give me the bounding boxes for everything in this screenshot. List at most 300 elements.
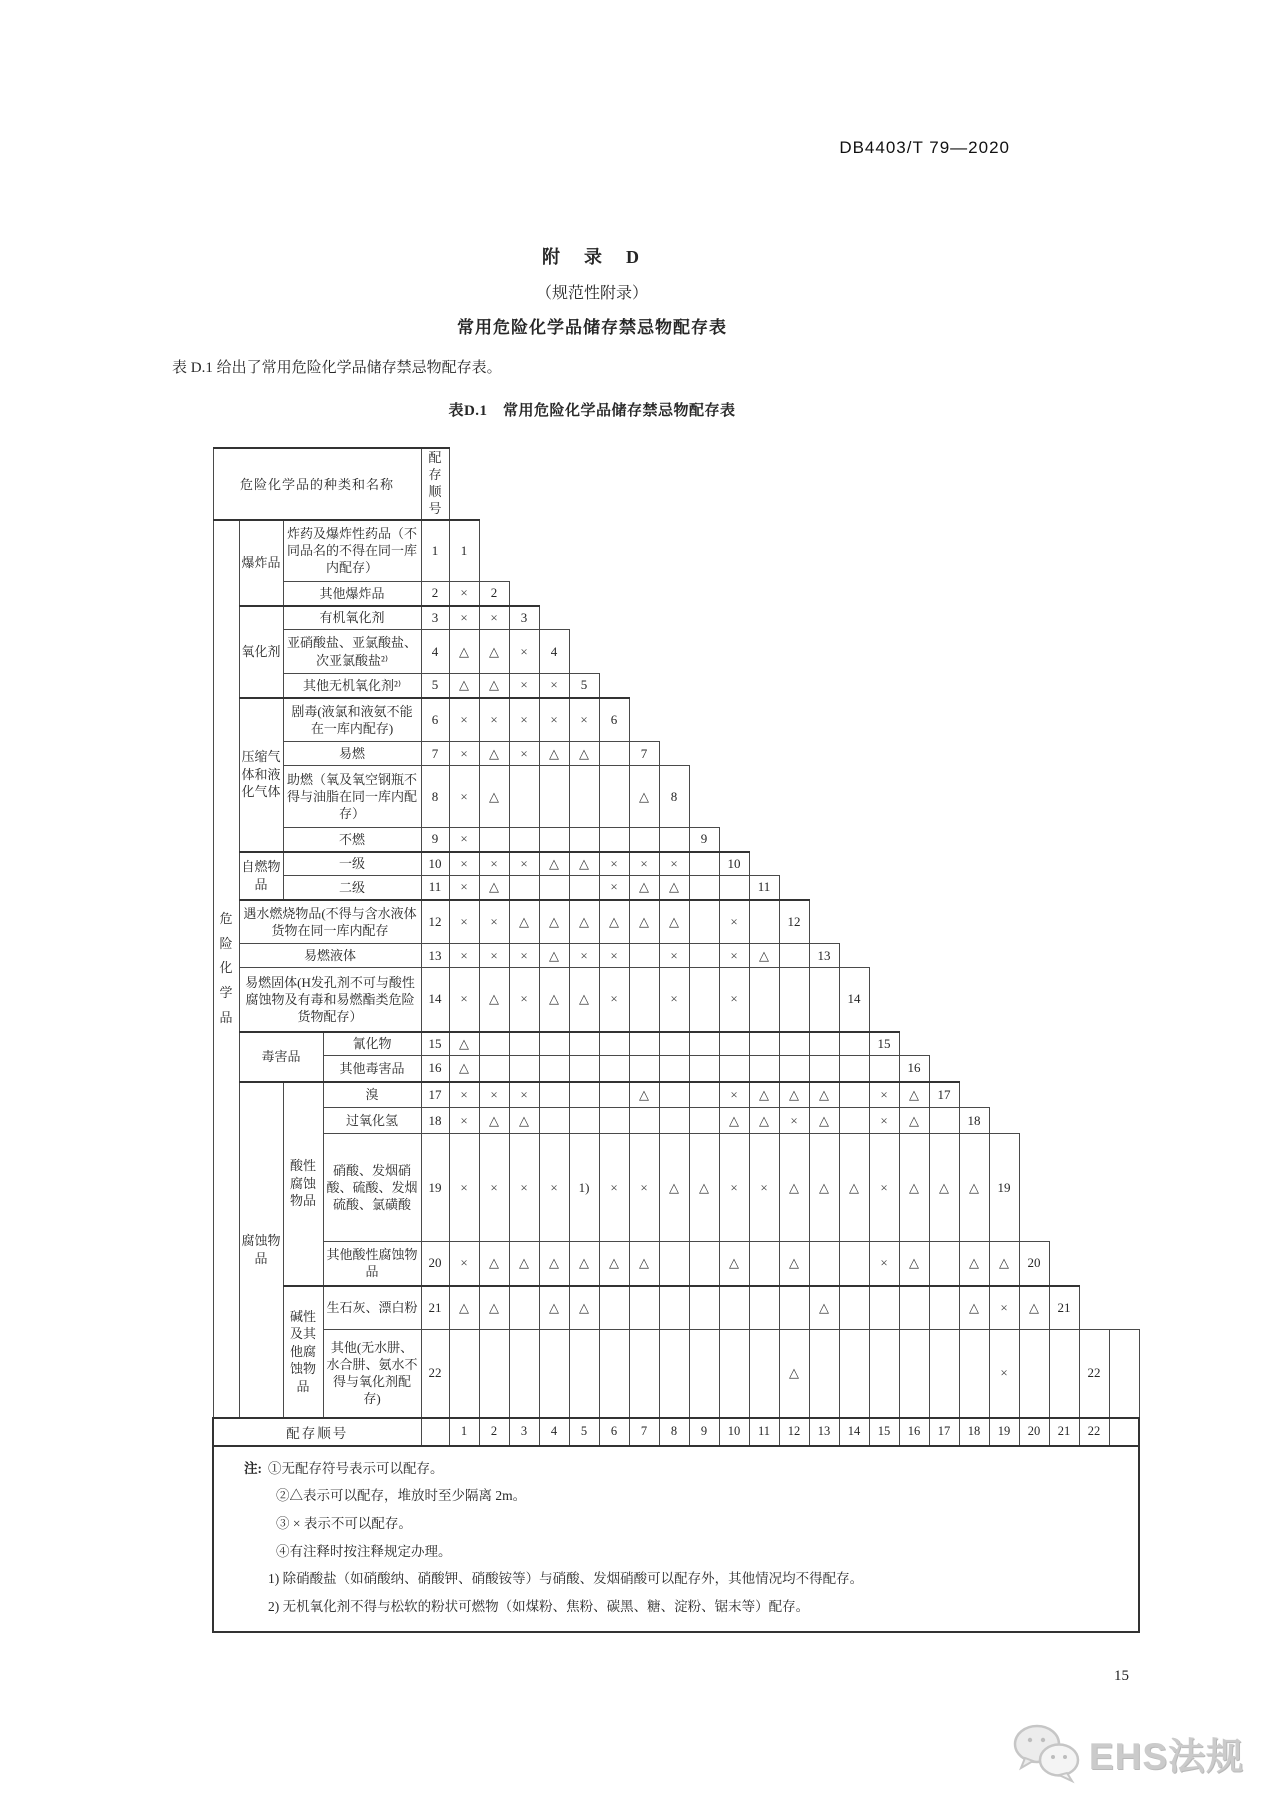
- matrix-cell: ×: [719, 968, 749, 1032]
- compat-table-wrap: [212, 447, 1140, 1633]
- void-cell: [1019, 606, 1049, 630]
- bottom-order-number: 4: [539, 1418, 569, 1446]
- matrix-cell: △: [569, 900, 599, 944]
- diagonal-cell: 13: [809, 944, 839, 968]
- matrix-cell: [839, 1056, 869, 1082]
- matrix-cell: [809, 1330, 839, 1418]
- void-cell: [1079, 944, 1109, 968]
- matrix-cell: ×: [869, 1134, 899, 1242]
- void-cell: [1109, 828, 1139, 852]
- matrix-cell: ×: [659, 944, 689, 968]
- void-cell: [1079, 1108, 1109, 1134]
- void-cell: [899, 674, 929, 698]
- void-cell: [659, 582, 689, 606]
- matrix-cell: ×: [659, 968, 689, 1032]
- matrix-cell: △: [899, 1082, 929, 1108]
- matrix-cell: △: [539, 1242, 569, 1286]
- matrix-cell: [719, 1032, 749, 1056]
- void-cell: [749, 828, 779, 852]
- order-no-cell: 18: [421, 1108, 449, 1134]
- matrix-cell: ×: [449, 944, 479, 968]
- void-cell: [749, 766, 779, 828]
- void-cell: [1019, 630, 1049, 674]
- void-cell: [509, 448, 539, 520]
- matrix-cell: [899, 1330, 929, 1418]
- matrix-cell: △: [509, 900, 539, 944]
- matrix-cell: [599, 1286, 629, 1330]
- void-cell: [959, 766, 989, 828]
- matrix-cell: [779, 1286, 809, 1330]
- matrix-cell: [539, 1082, 569, 1108]
- void-cell: [929, 606, 959, 630]
- void-cell: [1079, 606, 1109, 630]
- matrix-cell: ×: [719, 900, 749, 944]
- void-cell: [1019, 876, 1049, 900]
- matrix-cell: [569, 1032, 599, 1056]
- matrix-cell: △: [809, 1134, 839, 1242]
- void-cell: [959, 582, 989, 606]
- void-cell: [1019, 674, 1049, 698]
- void-cell: [839, 582, 869, 606]
- void-cell: [1109, 944, 1139, 968]
- void-cell: [989, 852, 1019, 876]
- matrix-cell: △: [479, 1108, 509, 1134]
- void-cell: [1109, 582, 1139, 606]
- order-no-cell: 16: [421, 1056, 449, 1082]
- matrix-cell: [569, 876, 599, 900]
- void-cell: [869, 766, 899, 828]
- void-cell: [1049, 852, 1079, 876]
- title-block: [172, 243, 1012, 338]
- order-no-cell: 20: [421, 1242, 449, 1286]
- left-category-label: 危险化学品: [213, 520, 239, 1418]
- matrix-cell: [599, 1082, 629, 1108]
- matrix-cell: △: [569, 1286, 599, 1330]
- matrix-cell: △: [779, 1082, 809, 1108]
- matrix-cell: ×: [449, 876, 479, 900]
- void-cell: [809, 900, 839, 944]
- void-cell: [839, 852, 869, 876]
- void-cell: [899, 944, 929, 968]
- void-cell: [989, 766, 1019, 828]
- void-cell: [539, 520, 569, 582]
- void-cell: [989, 828, 1019, 852]
- matrix-cell: △: [779, 1242, 809, 1286]
- void-cell: [869, 698, 899, 742]
- void-cell: [869, 582, 899, 606]
- diagonal-cell: 17: [929, 1082, 959, 1108]
- matrix-cell: ×: [509, 674, 539, 698]
- void-cell: [1019, 582, 1049, 606]
- matrix-cell: [509, 828, 539, 852]
- void-cell: [719, 766, 749, 828]
- matrix-cell: △: [539, 852, 569, 876]
- matrix-cell: [779, 1056, 809, 1082]
- category-cell: 毒害品: [239, 1032, 323, 1082]
- void-cell: [929, 1056, 959, 1082]
- item-name-cell: 其他酸性腐蚀物品: [323, 1242, 421, 1286]
- item-name-cell: 有机氧化剂: [283, 606, 421, 630]
- void-cell: [869, 742, 899, 766]
- void-cell: [1109, 448, 1139, 520]
- void-cell: [989, 1082, 1019, 1108]
- matrix-cell: ×: [539, 674, 569, 698]
- void-cell: [839, 766, 869, 828]
- matrix-cell: △: [629, 1242, 659, 1286]
- void-cell: [929, 742, 959, 766]
- matrix-cell: [959, 1330, 989, 1418]
- void-cell: [899, 876, 929, 900]
- void-cell: [1079, 630, 1109, 674]
- matrix-cell: △: [569, 852, 599, 876]
- void-cell: [1049, 630, 1079, 674]
- matrix-cell: [659, 1032, 689, 1056]
- bottom-order-number: 2: [479, 1418, 509, 1446]
- matrix-cell: [539, 1032, 569, 1056]
- void-cell: [869, 630, 899, 674]
- void-cell: [719, 674, 749, 698]
- matrix-cell: [569, 766, 599, 828]
- matrix-cell: ×: [599, 1134, 629, 1242]
- matrix-cell: △: [629, 766, 659, 828]
- void-cell: [1019, 1056, 1049, 1082]
- void-cell: [899, 968, 929, 1032]
- void-cell: [809, 766, 839, 828]
- page-number: 15: [1114, 1668, 1129, 1684]
- void-cell: [629, 582, 659, 606]
- void-cell: [839, 742, 869, 766]
- matrix-cell: [479, 1032, 509, 1056]
- void-cell: [929, 1032, 959, 1056]
- matrix-cell: ×: [509, 742, 539, 766]
- matrix-cell: [749, 1056, 779, 1082]
- matrix-cell: ×: [749, 1134, 779, 1242]
- appendix-title: 常用危险化学品储存禁忌物配存表: [457, 318, 727, 337]
- diagonal-cell: 1: [449, 520, 479, 582]
- bottom-order-number: 11: [749, 1418, 779, 1446]
- void-cell: [569, 448, 599, 520]
- void-cell: [779, 630, 809, 674]
- matrix-cell: △: [899, 1242, 929, 1286]
- diagonal-cell: 19: [989, 1134, 1019, 1242]
- matrix-cell: [869, 1056, 899, 1082]
- void-cell: [689, 582, 719, 606]
- void-cell: [1049, 674, 1079, 698]
- matrix-cell: [509, 1056, 539, 1082]
- category-cell: 腐蚀物品: [239, 1082, 283, 1418]
- void-cell: [989, 674, 1019, 698]
- void-cell: [1049, 766, 1079, 828]
- diagonal-cell: 6: [599, 698, 629, 742]
- void-cell: [719, 828, 749, 852]
- matrix-cell: △: [479, 674, 509, 698]
- void-cell: [1109, 1056, 1139, 1082]
- matrix-cell: △: [929, 1134, 959, 1242]
- matrix-cell: [509, 766, 539, 828]
- void-cell: [869, 900, 899, 944]
- matrix-cell: [689, 944, 719, 968]
- diagonal-cell: 22: [1079, 1330, 1109, 1418]
- void-cell: [719, 698, 749, 742]
- matrix-cell: △: [539, 900, 569, 944]
- matrix-cell: [899, 1286, 929, 1330]
- void-cell: [929, 944, 959, 968]
- void-cell: [749, 698, 779, 742]
- diagonal-cell: 4: [539, 630, 569, 674]
- void-cell: [539, 582, 569, 606]
- void-cell: [1049, 448, 1079, 520]
- matrix-cell: △: [449, 630, 479, 674]
- void-cell: [719, 606, 749, 630]
- void-cell: [599, 606, 629, 630]
- void-cell: [689, 520, 719, 582]
- matrix-cell: ×: [449, 1108, 479, 1134]
- matrix-cell: △: [629, 900, 659, 944]
- matrix-cell: ×: [449, 968, 479, 1032]
- void-cell: [1109, 1286, 1139, 1330]
- matrix-cell: [629, 944, 659, 968]
- matrix-cell: [749, 900, 779, 944]
- void-cell: [809, 876, 839, 900]
- bottom-order-number: 1: [449, 1418, 479, 1446]
- void-cell: [659, 630, 689, 674]
- matrix-cell: [779, 1032, 809, 1056]
- matrix-cell: ×: [449, 900, 479, 944]
- void-cell: [1019, 968, 1049, 1032]
- matrix-cell: △: [509, 1242, 539, 1286]
- order-no-cell: 8: [421, 766, 449, 828]
- matrix-cell: ×: [539, 1134, 569, 1242]
- matrix-cell: [569, 1082, 599, 1108]
- notes-box: [212, 1447, 1140, 1633]
- bottom-order-label: 配存顺号: [213, 1418, 421, 1446]
- matrix-cell: ×: [449, 828, 479, 852]
- void-cell: [1109, 1134, 1139, 1242]
- void-cell: [509, 582, 539, 606]
- diagonal-cell: 11: [749, 876, 779, 900]
- void-cell: [869, 520, 899, 582]
- void-cell: [779, 674, 809, 698]
- void-cell: [1019, 828, 1049, 852]
- matrix-cell: [749, 1032, 779, 1056]
- void-cell: [779, 448, 809, 520]
- matrix-cell: △: [749, 1082, 779, 1108]
- void-cell: [659, 742, 689, 766]
- matrix-cell: △: [659, 900, 689, 944]
- watermark-text: EHS法规: [1088, 1736, 1244, 1777]
- matrix-cell: ×: [779, 1108, 809, 1134]
- matrix-cell: [929, 1286, 959, 1330]
- matrix-cell: [629, 1108, 659, 1134]
- bottom-order-number: 6: [599, 1418, 629, 1446]
- void-cell: [929, 968, 959, 1032]
- matrix-cell: △: [539, 968, 569, 1032]
- diagonal-cell: 5: [569, 674, 599, 698]
- void-cell: [1079, 582, 1109, 606]
- void-cell: [869, 606, 899, 630]
- matrix-cell: △: [719, 1242, 749, 1286]
- bottom-order-number: 20: [1019, 1418, 1049, 1446]
- matrix-cell: [509, 1032, 539, 1056]
- bottom-order-number: 5: [569, 1418, 599, 1446]
- matrix-cell: △: [959, 1286, 989, 1330]
- void-cell: [989, 606, 1019, 630]
- void-cell: [989, 876, 1019, 900]
- matrix-cell: [659, 1056, 689, 1082]
- subcategory-cell: 酸性腐蚀物品: [283, 1082, 323, 1286]
- void-cell: [749, 742, 779, 766]
- void-cell: [1079, 1134, 1109, 1242]
- matrix-cell: [659, 1082, 689, 1108]
- void-cell: [539, 448, 569, 520]
- void-cell: [959, 742, 989, 766]
- void-cell: [779, 852, 809, 876]
- order-no-cell: 15: [421, 1032, 449, 1056]
- matrix-cell: ×: [509, 944, 539, 968]
- bottom-trailing-cell: [1109, 1418, 1139, 1446]
- matrix-cell: [689, 1330, 719, 1418]
- void-cell: [1079, 1242, 1109, 1286]
- item-name-cell: 其他爆炸品: [283, 582, 421, 606]
- void-cell: [899, 606, 929, 630]
- matrix-cell: [809, 1032, 839, 1056]
- order-no-cell: 1: [421, 520, 449, 582]
- void-cell: [689, 698, 719, 742]
- order-no-cell: 11: [421, 876, 449, 900]
- void-cell: [1049, 1082, 1079, 1108]
- matrix-cell: [659, 1242, 689, 1286]
- matrix-cell: ×: [599, 852, 629, 876]
- void-cell: [809, 828, 839, 852]
- matrix-cell: [1049, 1330, 1079, 1418]
- matrix-cell: [839, 1108, 869, 1134]
- matrix-cell: ×: [479, 698, 509, 742]
- matrix-cell: [569, 828, 599, 852]
- matrix-cell: [839, 1330, 869, 1418]
- void-cell: [989, 582, 1019, 606]
- matrix-cell: [839, 1242, 869, 1286]
- matrix-cell: [539, 1056, 569, 1082]
- void-cell: [1019, 766, 1049, 828]
- matrix-cell: △: [449, 674, 479, 698]
- void-cell: [899, 742, 929, 766]
- bottom-order-number: 17: [929, 1418, 959, 1446]
- item-name-cell: 助燃（氧及氧空钢瓶不得与油脂在同一库内配存）: [283, 766, 421, 828]
- void-cell: [929, 766, 959, 828]
- void-cell: [1019, 900, 1049, 944]
- matrix-cell: [569, 1330, 599, 1418]
- void-cell: [599, 674, 629, 698]
- void-cell: [689, 674, 719, 698]
- void-cell: [839, 606, 869, 630]
- void-cell: [779, 520, 809, 582]
- void-cell: [989, 1032, 1019, 1056]
- table-header-name: 危险化学品的种类和名称: [213, 448, 421, 520]
- void-cell: [569, 630, 599, 674]
- matrix-cell: ×: [449, 606, 479, 630]
- diagonal-cell: 2: [479, 582, 509, 606]
- matrix-cell: ×: [869, 1082, 899, 1108]
- void-cell: [839, 448, 869, 520]
- void-cell: [629, 520, 659, 582]
- void-cell: [839, 520, 869, 582]
- note-line: ④有注释时按注释规定办理。: [276, 1543, 452, 1559]
- order-no-cell: 2: [421, 582, 449, 606]
- matrix-cell: ×: [509, 1082, 539, 1108]
- item-name-cell: 易燃: [283, 742, 421, 766]
- matrix-cell: [689, 1032, 719, 1056]
- bottom-order-number: 9: [689, 1418, 719, 1446]
- void-cell: [929, 900, 959, 944]
- void-cell: [659, 674, 689, 698]
- order-no-cell: 10: [421, 852, 449, 876]
- void-cell: [779, 742, 809, 766]
- matrix-cell: △: [479, 742, 509, 766]
- diagonal-cell: 10: [719, 852, 749, 876]
- matrix-cell: ×: [479, 900, 509, 944]
- void-cell: [509, 520, 539, 582]
- matrix-cell: [509, 1286, 539, 1330]
- category-cell: 氧化剂: [239, 606, 283, 698]
- void-cell: [929, 876, 959, 900]
- matrix-cell: ×: [539, 698, 569, 742]
- void-cell: [779, 582, 809, 606]
- order-no-cell: 21: [421, 1286, 449, 1330]
- matrix-cell: △: [749, 944, 779, 968]
- item-name-cell: 炸药及爆炸性药品（不同品名的不得在同一库内配存）: [283, 520, 421, 582]
- void-cell: [1079, 900, 1109, 944]
- void-cell: [1079, 766, 1109, 828]
- matrix-cell: [599, 742, 629, 766]
- void-cell: [809, 606, 839, 630]
- matrix-cell: [629, 968, 659, 1032]
- void-cell: [959, 876, 989, 900]
- compat-table: [212, 447, 1140, 1447]
- void-cell: [749, 852, 779, 876]
- void-cell: [1019, 852, 1049, 876]
- diagonal-cell: 8: [659, 766, 689, 828]
- diagonal-cell: 12: [779, 900, 809, 944]
- void-cell: [719, 742, 749, 766]
- void-cell: [599, 448, 629, 520]
- matrix-cell: [929, 1330, 959, 1418]
- void-cell: [749, 448, 779, 520]
- bottom-order-number: 22: [1079, 1418, 1109, 1446]
- bottom-order-number: 7: [629, 1418, 659, 1446]
- void-cell: [959, 1056, 989, 1082]
- matrix-cell: [839, 1032, 869, 1056]
- matrix-cell: ×: [599, 876, 629, 900]
- void-cell: [1019, 1032, 1049, 1056]
- matrix-cell: [599, 1032, 629, 1056]
- matrix-cell: [839, 1286, 869, 1330]
- void-cell: [899, 900, 929, 944]
- order-no-cell: 7: [421, 742, 449, 766]
- void-cell: [1109, 900, 1139, 944]
- void-cell: [809, 674, 839, 698]
- matrix-cell: △: [539, 1286, 569, 1330]
- matrix-cell: [689, 1056, 719, 1082]
- matrix-cell: [509, 876, 539, 900]
- note-line: 注: ①无配存符号表示可以配存。: [244, 1460, 444, 1476]
- void-cell: [599, 582, 629, 606]
- diagonal-cell: 9: [689, 828, 719, 852]
- diagonal-cell: 15: [869, 1032, 899, 1056]
- void-cell: [929, 698, 959, 742]
- order-no-cell: 14: [421, 968, 449, 1032]
- matrix-cell: △: [749, 1108, 779, 1134]
- matrix-cell: [929, 1108, 959, 1134]
